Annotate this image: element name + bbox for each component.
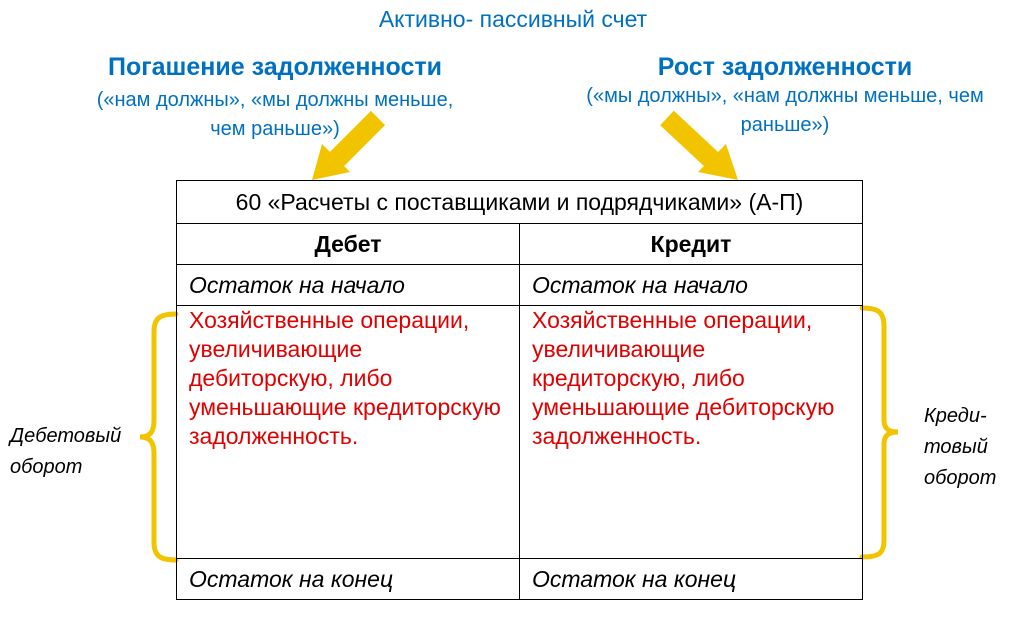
right-subheading-line1: («мы должны», «нам должны меньше, чем bbox=[586, 85, 984, 107]
right-heading: Рост задолженности bbox=[657, 53, 913, 81]
left-subheading-line1: («нам должны», «мы должны меньше, bbox=[96, 89, 454, 111]
credit-turnover-line2: товый bbox=[924, 436, 988, 458]
debit-operations: Хозяйственные операции, увеличивающие дебиторскую, либо уменьшающие кредиторскую задолженность. bbox=[177, 306, 520, 559]
right-brace-icon bbox=[862, 308, 898, 557]
left-subheading-line2: чем раньше») bbox=[210, 118, 340, 140]
credit-operations: Хозяйственные операции, увеличивающие кредиторскую, либо уменьшающие дебиторскую задолженность. bbox=[520, 306, 863, 559]
closing-balance-credit: Остаток на конец bbox=[520, 559, 863, 600]
page-title: Активно- пассивный счет bbox=[378, 6, 648, 32]
credit-turnover-line1: Креди- bbox=[924, 405, 987, 427]
account-title: 60 «Расчеты с поставщиками и подрядчиками» (А-П) bbox=[177, 181, 863, 224]
opening-balance-debit: Остаток на начало bbox=[177, 265, 520, 306]
right-arrow-icon bbox=[667, 118, 738, 180]
credit-header: Кредит bbox=[520, 224, 863, 265]
account-table bbox=[176, 180, 863, 600]
right-subheading-line2: раньше») bbox=[740, 114, 830, 136]
debit-turnover-line2: оборот bbox=[10, 456, 83, 478]
left-heading: Погашение задолженности bbox=[108, 53, 442, 81]
closing-balance-debit: Остаток на конец bbox=[177, 559, 520, 600]
credit-turnover-line3: оборот bbox=[924, 467, 997, 489]
debit-header: Дебет bbox=[177, 224, 520, 265]
debit-turnover-line1: Дебетовый bbox=[10, 425, 122, 447]
left-arrow-icon bbox=[312, 118, 378, 180]
opening-balance-credit: Остаток на начало bbox=[520, 265, 863, 306]
credit-turnover-label bbox=[924, 401, 996, 494]
debit-turnover-label bbox=[10, 421, 121, 483]
left-brace-icon bbox=[140, 314, 176, 560]
